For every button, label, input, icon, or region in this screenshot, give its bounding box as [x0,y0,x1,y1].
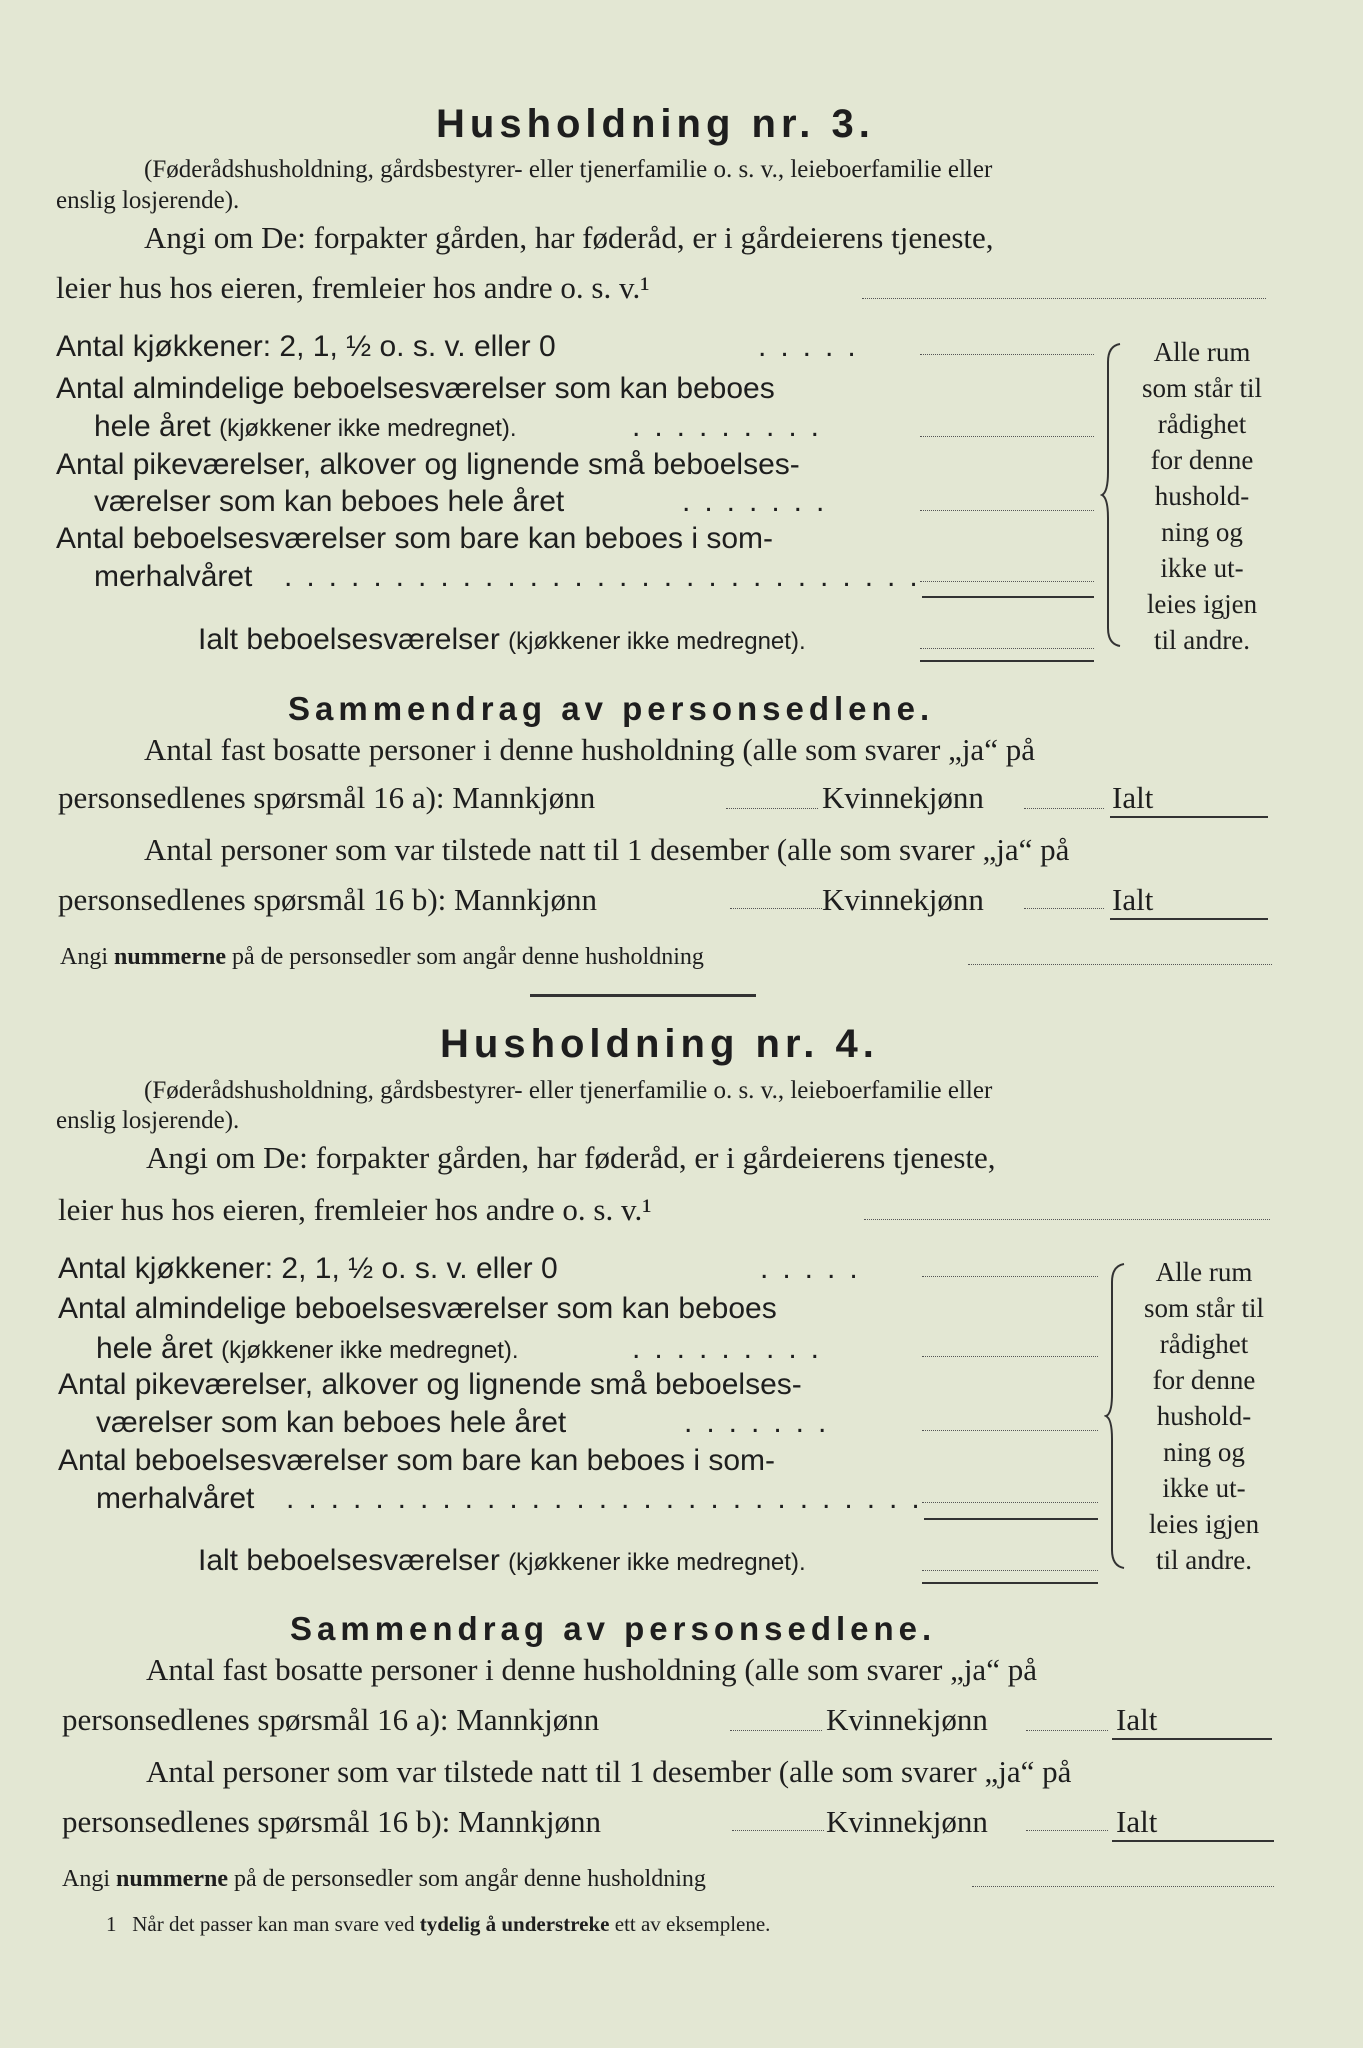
present-male-field[interactable] [730,908,822,909]
subtotal-rule [924,1518,1098,1520]
ordinary-rooms-answer-field[interactable] [922,1356,1098,1357]
slip-numbers-label: Angi nummerne på de personsedler som angår denne husholdning [62,1866,706,1892]
tenure-question-line2: leier hus hos eieren, fremleier hos andre o. s. v.¹ [58,1192,652,1227]
household-type-note-line2: enslig losjerende). [56,1107,240,1134]
total-label: Ialt [1112,780,1154,815]
total-label: Ialt [1116,1702,1158,1737]
residents-male-field[interactable] [730,1730,822,1731]
maid-rooms-label-line2: værelser som kan beboes hele året [96,1406,567,1439]
total-rooms-label: Ialt beboelsesværelser (kjøkkener ikke medregnet). [198,623,806,656]
summary-title: Sammendrag av personsedlene. [288,690,935,727]
ordinary-rooms-label-line2: hele året (kjøkkener ikke medregnet). [94,410,517,443]
residents-question-line2: personsedlenes spørsmål 16 a): Mannkjønn [62,1702,600,1737]
ordinary-rooms-label-line1: Antal almindelige beboelsesværelser som kan beboes [56,372,775,405]
maid-rooms-answer-field[interactable] [922,1430,1098,1431]
present-question-line1: Antal personer som var tilstede natt til 1 desember (alle som svarer „ja“ på [146,1754,1072,1789]
residents-total-field[interactable] [1110,816,1268,818]
footnote-marker: 1 [106,1912,117,1936]
present-female-field[interactable] [1024,908,1104,909]
maid-rooms-label-line1: Antal pikeværelser, alkover og lignende små beboelses- [56,448,800,481]
present-total-field[interactable] [1112,1840,1274,1842]
present-question-line2: personsedlenes spørsmål 16 b): Mannkjønn [62,1804,601,1839]
present-question-line1: Antal personer som var tilstede natt til 1 desember (alle som svarer „ja“ på [144,832,1070,867]
present-total-field[interactable] [1110,918,1268,920]
tenure-question-line2: leier hus hos eieren, fremleier hos andre o. s. v.¹ [56,270,650,305]
household-title: Husholdning nr. 3. [436,102,875,146]
leader-dots: ............................. [284,560,932,593]
summer-rooms-answer-field[interactable] [920,581,1094,582]
present-female-field[interactable] [1026,1830,1108,1831]
tenure-answer-field[interactable] [862,298,1266,299]
residents-female-field[interactable] [1026,1730,1108,1731]
ordinary-rooms-label-line2: hele året (kjøkkener ikke medregnet). [96,1332,519,1365]
room-availability-note: Alle rum som står til rådighet for denne hushold- ning og ikke ut- leies igjen til andre. [1144,1257,1264,1575]
leader-dots: ..... [758,330,870,363]
total-rule [922,1582,1098,1584]
kitchens-label: Antal kjøkkener: 2, 1, ½ o. s. v. eller 0 [56,330,556,363]
section-divider [530,994,756,997]
leader-dots: ..... [760,1252,872,1285]
female-label: Kvinnekjønn [826,1702,988,1737]
household-type-note-line1: (Føderådshusholdning, gårdsbestyrer- eller tjenerfamilie o. s. v., leieboerfamilie eller [144,1077,993,1104]
household-title: Husholdning nr. 4. [440,1022,879,1066]
tenure-question-line1: Angi om De: forpakter gården, har føderåd, er i gårdeierens tjeneste, [146,1140,996,1175]
female-label: Kvinnekjønn [822,882,984,917]
total-label: Ialt [1112,882,1154,917]
leader-dots: ......... [632,1332,834,1365]
summer-rooms-label-line1: Antal beboelsesværelser som bare kan beboes i som- [56,522,774,555]
slip-numbers-field[interactable] [972,1886,1274,1887]
slip-numbers-field[interactable] [968,964,1272,965]
ordinary-rooms-answer-field[interactable] [920,436,1094,437]
kitchens-answer-field[interactable] [920,354,1094,355]
residents-question-line1: Antal fast bosatte personer i denne husholdning (alle som svarer „ja“ på [146,1652,1037,1687]
household-type-note-line2: enslig losjerende). [56,187,240,214]
residents-total-field[interactable] [1112,1738,1272,1740]
present-male-field[interactable] [732,1830,824,1831]
kitchens-answer-field[interactable] [922,1276,1098,1277]
leader-dots: ....... [684,1406,841,1439]
tenure-question-line1: Angi om De: forpakter gården, har føderåd, er i gårdeierens tjeneste, [144,220,994,255]
footnote: 1 Når det passer kan man svare ved tydelig å understreke ett av eksemplene. [106,1912,771,1936]
summary-title: Sammendrag av personsedlene. [290,1610,937,1647]
room-availability-note: Alle rum som står til rådighet for denne hushold- ning og ikke ut- leies igjen til andre. [1142,337,1262,655]
summer-rooms-label-line2: merhalvåret [96,1482,255,1515]
total-label: Ialt [1116,1804,1158,1839]
maid-rooms-label-line1: Antal pikeværelser, alkover og lignende små beboelses- [58,1368,802,1401]
female-label: Kvinnekjønn [826,1804,988,1839]
female-label: Kvinnekjønn [822,780,984,815]
total-rooms-answer-field[interactable] [922,1570,1098,1571]
present-question-line2: personsedlenes spørsmål 16 b): Mannkjønn [58,882,597,917]
household-type-note-line1: (Føderådshusholdning, gårdsbestyrer- eller tjenerfamilie o. s. v., leieboerfamilie eller [144,156,993,183]
residents-question-line2: personsedlenes spørsmål 16 a): Mannkjønn [58,780,596,815]
ordinary-rooms-label-line1: Antal almindelige beboelsesværelser som kan beboes [58,1292,777,1325]
total-rooms-answer-field[interactable] [920,648,1094,649]
maid-rooms-answer-field[interactable] [920,510,1094,511]
leader-dots: ......... [632,410,834,443]
subtotal-rule [922,596,1094,598]
maid-rooms-label-line2: værelser som kan beboes hele året [94,485,565,518]
leader-dots: ....... [682,485,839,518]
kitchens-label: Antal kjøkkener: 2, 1, ½ o. s. v. eller 0 [58,1252,558,1285]
tenure-answer-field[interactable] [864,1219,1270,1220]
residents-male-field[interactable] [726,808,818,809]
summer-rooms-label-line1: Antal beboelsesværelser som bare kan beboes i som- [58,1444,776,1477]
slip-numbers-label: Angi nummerne på de personsedler som angår denne husholdning [60,944,704,970]
summer-rooms-label-line2: merhalvåret [94,560,253,593]
total-rooms-label: Ialt beboelsesværelser (kjøkkener ikke medregnet). [198,1544,806,1577]
leader-dots: ............................. [286,1482,934,1515]
total-rule [920,660,1094,662]
residents-female-field[interactable] [1024,808,1104,809]
summer-rooms-answer-field[interactable] [922,1502,1098,1503]
residents-question-line1: Antal fast bosatte personer i denne husholdning (alle som svarer „ja“ på [144,732,1035,767]
